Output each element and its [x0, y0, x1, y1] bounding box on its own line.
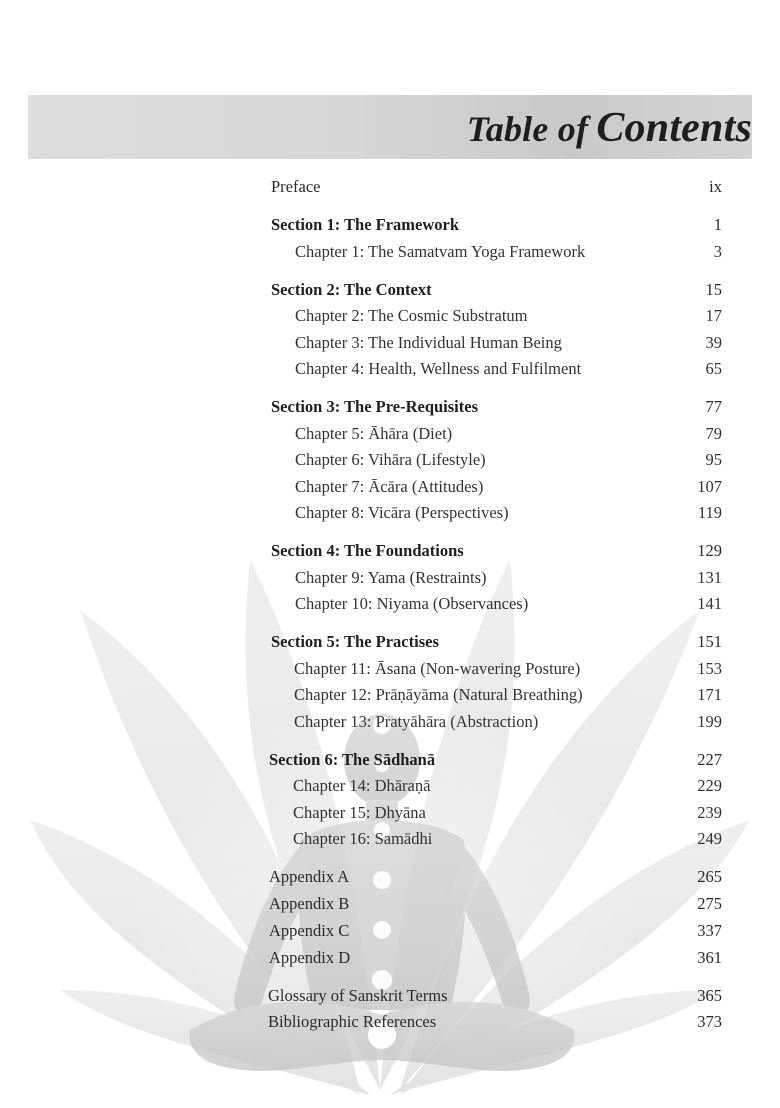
toc-page-number: 3	[713, 242, 722, 261]
toc-chapter-5[interactable]	[295, 422, 722, 446]
toc-label: Chapter 4: Health, Wellness and Fulfilment	[295, 359, 582, 378]
toc-page-number: 95	[705, 450, 722, 469]
toc-chapter-6[interactable]	[295, 448, 722, 472]
toc-page-number: 77	[705, 397, 722, 416]
toc-label: Chapter 3: The Individual Human Being	[295, 333, 562, 352]
toc-page-number: 151	[697, 632, 722, 651]
toc-chapter-15[interactable]	[293, 801, 722, 825]
toc-label: Chapter 15: Dhyāna	[293, 803, 426, 822]
toc-label: Section 3: The Pre-Requisites	[271, 397, 478, 416]
toc-page-number: 79	[705, 424, 722, 443]
toc-page-number: 129	[697, 541, 722, 560]
toc-page-number: 15	[705, 280, 722, 299]
toc-page-number: 275	[697, 894, 722, 913]
toc-page-number: 39	[705, 333, 722, 352]
toc-page-number: 171	[697, 685, 722, 704]
toc-page-number: 107	[697, 477, 722, 496]
toc-section-4[interactable]	[271, 539, 722, 563]
toc-label: Chapter 7: Ācāra (Attitudes)	[295, 477, 484, 496]
toc-label: Section 6: The Sādhanā	[269, 750, 436, 769]
toc-label: Section 4: The Foundations	[271, 541, 464, 560]
toc-label: Bibliographic References	[268, 1012, 437, 1031]
toc-chapter-11[interactable]	[294, 657, 722, 681]
toc-page-number: 373	[697, 1012, 722, 1031]
toc-chapter-1[interactable]	[295, 240, 722, 264]
toc-label: Chapter 16: Samādhi	[293, 829, 433, 848]
toc-label: Chapter 10: Niyama (Observances)	[295, 594, 529, 613]
page-title-part1: Table of	[466, 109, 589, 149]
toc-page-number: 265	[697, 867, 722, 886]
toc-label: Appendix B	[269, 894, 350, 913]
toc-chapter-10[interactable]	[295, 592, 722, 616]
toc-label: Chapter 14: Dhāraṇā	[293, 776, 431, 795]
toc-page-number: 1	[713, 215, 722, 234]
toc-page-number: 361	[697, 948, 722, 967]
toc-page-number: 153	[697, 659, 722, 678]
toc-label: Preface	[271, 177, 321, 196]
toc-page-number: 227	[697, 750, 722, 769]
toc-label: Appendix A	[269, 867, 350, 886]
toc-section-6[interactable]	[269, 748, 722, 772]
toc-page-number: 141	[697, 594, 722, 613]
toc-chapter-7[interactable]	[295, 475, 722, 499]
toc-entry-bibliography[interactable]	[268, 1010, 722, 1034]
toc-page-number: 229	[697, 776, 722, 795]
toc-label: Chapter 2: The Cosmic Substratum	[295, 306, 528, 325]
toc-label: Chapter 12: Prāṇāyāma (Natural Breathing)	[294, 685, 583, 704]
toc-label: Appendix D	[269, 948, 351, 967]
toc-entry-preface[interactable]	[271, 175, 722, 199]
toc-label: Chapter 9: Yama (Restraints)	[295, 568, 487, 587]
toc-chapter-14[interactable]	[293, 774, 722, 798]
toc-page-number: ix	[709, 177, 722, 196]
toc-entry-glossary[interactable]	[268, 984, 722, 1008]
toc-page-number: 337	[697, 921, 722, 940]
toc-entry-appendix-b[interactable]	[269, 892, 722, 916]
toc-entry-appendix-a[interactable]	[269, 865, 722, 889]
toc-page-number: 249	[697, 829, 722, 848]
toc-label: Section 5: The Practises	[271, 632, 439, 651]
toc-chapter-16[interactable]	[293, 827, 722, 851]
toc-label: Section 1: The Framework	[271, 215, 460, 234]
toc-section-1[interactable]	[271, 213, 722, 237]
toc-chapter-2[interactable]	[295, 304, 722, 328]
toc-chapter-8[interactable]	[295, 501, 722, 525]
toc-chapter-13[interactable]	[294, 710, 722, 734]
toc-page-number: 119	[697, 503, 722, 522]
toc-page-number: 131	[697, 568, 722, 587]
toc-chapter-9[interactable]	[295, 566, 722, 590]
toc-label: Chapter 6: Vihāra (Lifestyle)	[295, 450, 486, 469]
toc-label: Chapter 13: Pratyāhāra (Abstraction)	[294, 712, 539, 731]
toc-entry-appendix-d[interactable]	[269, 946, 722, 970]
toc-chapter-4[interactable]	[295, 357, 722, 381]
toc-page-number: 17	[705, 306, 722, 325]
toc-label: Section 2: The Context	[271, 280, 432, 299]
toc-page-number: 65	[705, 359, 722, 378]
toc-label: Appendix C	[269, 921, 350, 940]
toc-label: Chapter 1: The Samatvam Yoga Framework	[295, 242, 586, 261]
toc-section-2[interactable]	[271, 278, 722, 302]
toc-page-number: 239	[697, 803, 722, 822]
page-title-part2: Contents	[596, 105, 752, 151]
toc-section-3[interactable]	[271, 395, 722, 419]
toc-label: Chapter 11: Āsana (Non-wavering Posture)	[294, 659, 581, 678]
toc-chapter-12[interactable]	[294, 683, 722, 707]
toc-chapter-3[interactable]	[295, 331, 722, 355]
toc-section-5[interactable]	[271, 630, 722, 654]
toc-label: Chapter 8: Vicāra (Perspectives)	[295, 503, 509, 522]
toc-page-number: 199	[697, 712, 722, 731]
toc-label: Chapter 5: Āhāra (Diet)	[295, 424, 453, 443]
toc-entry-appendix-c[interactable]	[269, 919, 722, 943]
toc-label: Glossary of Sanskrit Terms	[268, 986, 448, 1005]
toc-page-number: 365	[697, 986, 722, 1005]
